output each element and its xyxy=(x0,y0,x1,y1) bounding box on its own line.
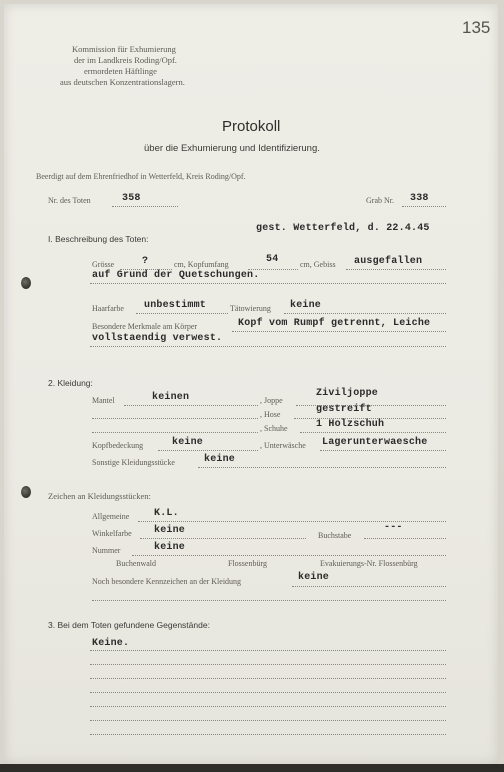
taetowierung-label: Tätowierung xyxy=(230,304,271,313)
joppe-value: Ziviljoppe xyxy=(316,388,379,399)
buchstabe-value: --- xyxy=(384,522,403,533)
header-line: der im Landkreis Roding/Opf. xyxy=(74,55,177,65)
nr-value: 358 xyxy=(122,193,141,204)
kopfbedeckung-label: Kopfbedeckung xyxy=(92,441,144,450)
nr-label: Nr. des Toten xyxy=(48,196,91,205)
document-subtitle: über die Exhumierung und Identifizierung. xyxy=(144,143,320,154)
nummer-value: keine xyxy=(154,542,186,553)
allgemeine-value: K.L. xyxy=(154,508,179,519)
hose-label: , Hose xyxy=(260,410,281,419)
burial-line: Beerdigt auf dem Ehrenfriedhof in Wetterfeld, Kreis Roding/Opf. xyxy=(36,172,246,181)
buchenwald-label: Buchenwald xyxy=(116,559,156,568)
allgemeine-label: Allgemeine xyxy=(92,512,130,521)
taetowierung-value: keine xyxy=(290,300,322,311)
sonstige-value: keine xyxy=(204,454,236,465)
hose-value: gestreift xyxy=(316,404,372,415)
header-line: ermordeten Häftlinge xyxy=(84,66,157,76)
scan-bottom-edge xyxy=(0,764,504,772)
merkmale-value: Kopf vom Rumpf getrennt, Leiche xyxy=(238,318,431,329)
nummer-label: Nummer xyxy=(92,546,121,555)
kopfbedeckung-value: keine xyxy=(172,437,204,448)
schuhe-label: , Schuhe xyxy=(260,424,288,433)
punch-hole xyxy=(21,277,31,289)
punch-hole xyxy=(21,486,31,498)
noch-kennzeichen-label: Noch besondere Kennzeichen an der Kleidung xyxy=(92,577,242,586)
header-line: Kommission für Exhumierung xyxy=(72,44,176,54)
winkelfarbe-label: Winkelfarbe xyxy=(92,529,132,538)
section-1-heading: I. Beschreibung des Toten: xyxy=(48,234,149,244)
kopfumfang-value: 54 xyxy=(266,254,279,265)
buchstabe-label: Buchstabe xyxy=(318,531,352,540)
mantel-value: keinen xyxy=(152,392,190,403)
gebiss-continuation: auf Grund der Quetschungen. xyxy=(92,270,260,281)
page-number: 135 xyxy=(462,18,491,37)
section-2-heading: 2. Kleidung: xyxy=(48,378,93,388)
cm-gebiss-label: cm, Gebiss xyxy=(300,260,336,269)
document-title: Protokoll xyxy=(222,118,281,135)
grab-label: Grab Nr. xyxy=(366,196,394,205)
merkmale-label: Besondere Merkmale am Körper xyxy=(92,322,198,331)
joppe-label: , Joppe xyxy=(260,396,283,405)
noch-kennzeichen-value: keine xyxy=(298,572,330,583)
unterwaesche-label: , Unterwäsche xyxy=(260,441,306,450)
gebiss-value: ausgefallen xyxy=(354,256,423,267)
gegenstaende-value: Keine. xyxy=(92,638,130,649)
zeichen-heading: Zeichen an Kleidungsstücken: xyxy=(48,491,151,501)
haarfarbe-label: Haarfarbe xyxy=(92,304,124,313)
schuhe-value: 1 Holzschuh xyxy=(316,419,385,430)
sonstige-label: Sonstige Kleidungsstücke xyxy=(92,458,175,467)
groesse-label: Grösse xyxy=(92,260,115,269)
winkelfarbe-value: keine xyxy=(154,525,186,536)
death-note: gest. Wetterfeld, d. 22.4.45 xyxy=(256,223,430,234)
haarfarbe-value: unbestimmt xyxy=(144,300,207,311)
cm-kopfumfang-label: cm, Kopfumfang xyxy=(174,260,229,269)
groesse-value: ? xyxy=(142,256,149,267)
evakuierungs-label: Evakuierungs-Nr. Flossenbürg xyxy=(320,559,418,568)
unterwaesche-value: Lagerunterwaesche xyxy=(322,437,428,448)
header-line: aus deutschen Konzentrationslagern. xyxy=(60,77,185,87)
flossenburg-label: Flossenbürg xyxy=(228,559,267,568)
section-3-heading: 3. Bei dem Toten gefundene Gegenstände: xyxy=(48,620,210,630)
grab-value: 338 xyxy=(410,193,429,204)
mantel-label: Mantel xyxy=(92,396,115,405)
merkmale-continuation: vollstaendig verwest. xyxy=(92,333,223,344)
